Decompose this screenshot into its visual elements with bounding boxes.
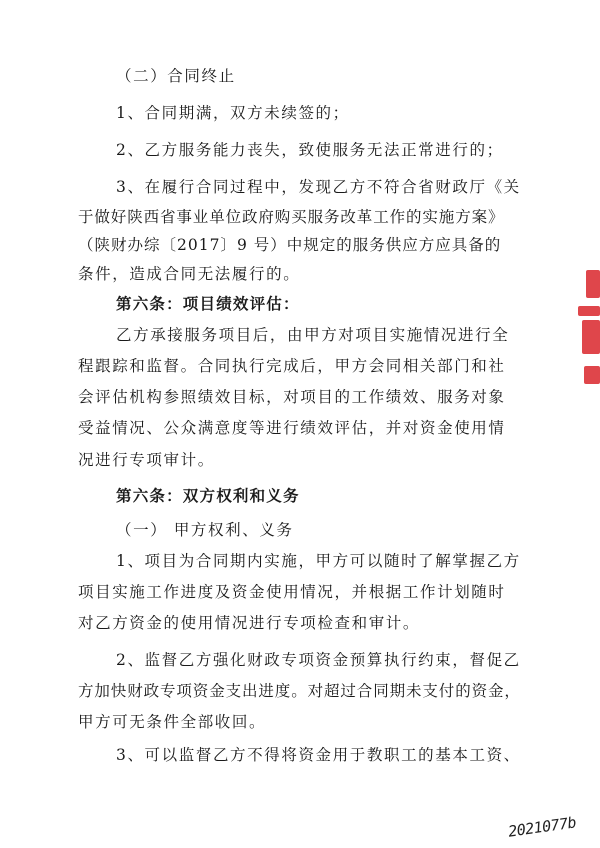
paragraph-line: 方加快财政专项资金支出进度。对超过合同期未支付的资金， [78,682,521,700]
paragraph-line: 1、项目为合同期内实施，甲方可以随时了解掌握乙方 [116,552,521,570]
article-heading-rights-obligations: 第六条：双方权利和义务 [116,486,300,505]
paragraph-line: （陕财办综〔2017〕9 号）中规定的服务供应方应具备的 [78,236,502,254]
paragraph-line: 条件，造成合同无法履行的。 [78,265,301,283]
paragraph-line: 于做好陕西省事业单位政府购买服务改革工作的实施方案》 [78,208,505,226]
red-seal-stamp-edge [576,262,600,392]
paragraph-line: 受益情况、公众满意度等进行绩效评估，并对资金使用情 [78,419,506,437]
paragraph-line: 程跟踪和监督。合同执行完成后，甲方会同相关部门和社 [78,357,506,375]
paragraph-line: 3、可以监督乙方不得将资金用于教职工的基本工资、 [116,746,521,764]
paragraph-line: 3、在履行合同过程中，发现乙方不符合省财政厅《关 [116,178,521,196]
handwritten-date-annotation: 2021077b [507,813,578,841]
paragraph-line: 会评估机构参照绩效目标，对项目的工作绩效、服务对象 [78,388,506,406]
paragraph-line: 乙方承接服务项目后，由甲方对项目实施情况进行全 [116,326,510,344]
subsection-heading-party-a: （一） 甲方权利、义务 [116,521,294,539]
paragraph-line: 甲方可无条件全部收回。 [78,713,267,731]
section-heading-contract-termination: （二）合同终止 [116,67,236,85]
paragraph-line: 1、合同期满，双方未续签的； [116,104,350,122]
paragraph-line: 2、监督乙方强化财政专项资金预算执行约束，督促乙 [116,651,521,669]
paragraph-line: 对乙方资金的使用情况进行专项检查和审计。 [78,614,421,632]
paragraph-line: 况进行专项审计。 [78,451,215,469]
paragraph-line: 2、乙方服务能力丧失，致使服务无法正常进行的； [116,141,504,159]
article-heading-performance-evaluation: 第六条：项目绩效评估： [116,294,300,313]
paragraph-line: 项目实施工作进度及资金使用情况，并根据工作计划随时 [78,583,506,601]
